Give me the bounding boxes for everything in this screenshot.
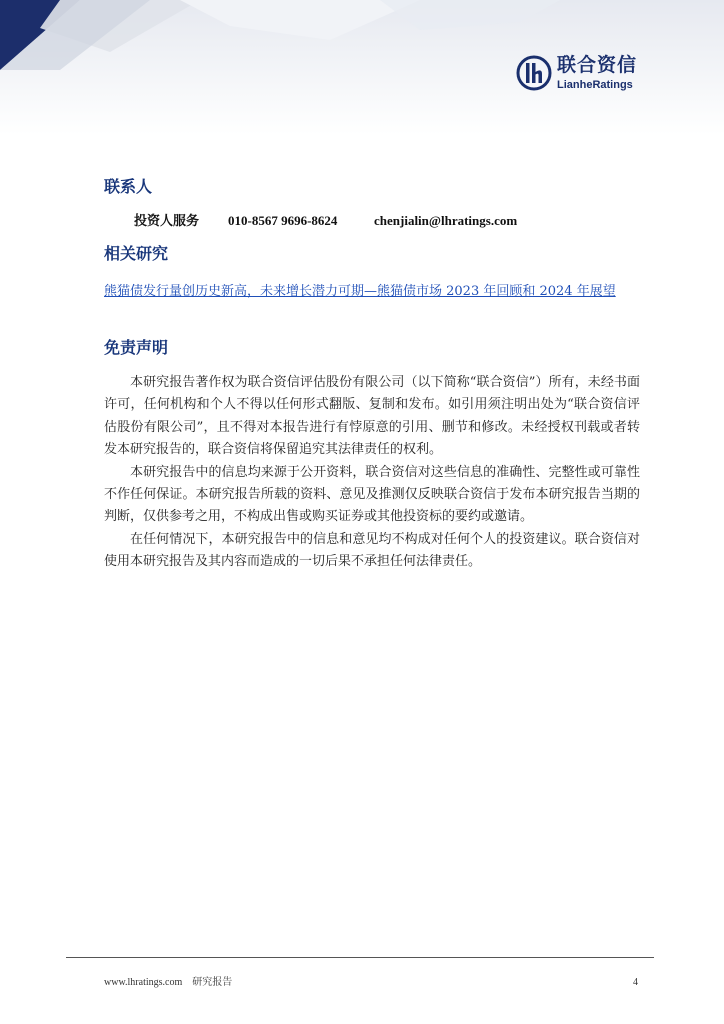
logo-chinese-name: 联合资信 — [557, 54, 638, 76]
disclaimer-title: 免责声明 — [104, 338, 169, 357]
disclaimer-paragraph: 本研究报告中的信息均来源于公开资料，联合资信对这些信息的准确性、完整性或可靠性不作任何保证。本研究报告所载的资料、意见及推测仅反映联合资信于发布本研究报告当期的判断，仅供参考之用，不构成出售或购买证券或其他投资标的要约或邀请。 — [104, 464, 640, 525]
contact-row — [134, 212, 517, 231]
footer-site[interactable]: www.lhratings.com — [104, 977, 183, 988]
disclaimer-paragraph: 本研究报告著作权为联合资信评估股份有限公司（以下简称“联合资信”）所有，未经书面许可，任何机构和个人不得以任何形式翻版、复制和发布。如引用须注明出处为“联合资信评估股份有限公司”，且不得对本报告进行有悖原意的引用、删节和修改。未经授权刊载或者转发本研究报告的，联合资信将保留追究其法律责任的权利。 — [104, 375, 640, 458]
related-research-title: 相关研究 — [104, 244, 169, 263]
footer-doc-type: 研究报告 — [192, 977, 233, 988]
related-research-link[interactable]: 熊猫债发行量创历史新高，未来增长潜力可期—熊猫债市场 2023 年回顾和 2024 年展望 — [104, 284, 616, 299]
contact-phone: 010-8567 9696-8624 — [228, 213, 338, 228]
footer-left — [104, 977, 232, 989]
disclaimer-body — [104, 372, 640, 574]
contact-section-title: 联系人 — [104, 177, 153, 196]
page-number: 4 — [633, 977, 638, 988]
lianhe-logo — [516, 54, 646, 96]
disclaimer-paragraph: 在任何情况下，本研究报告中的信息和意见均不构成对任何个人的投资建议。联合资信对使用本研究报告及其内容而造成的一切后果不承担任何法律责任。 — [104, 531, 640, 570]
logo-english-name: LianheRatings — [557, 79, 633, 91]
contact-email[interactable]: chenjialin@lhratings.com — [374, 213, 518, 228]
contact-label: 投资人服务 — [134, 214, 200, 229]
lh-logo-icon — [516, 55, 552, 91]
footer-divider — [66, 957, 654, 958]
